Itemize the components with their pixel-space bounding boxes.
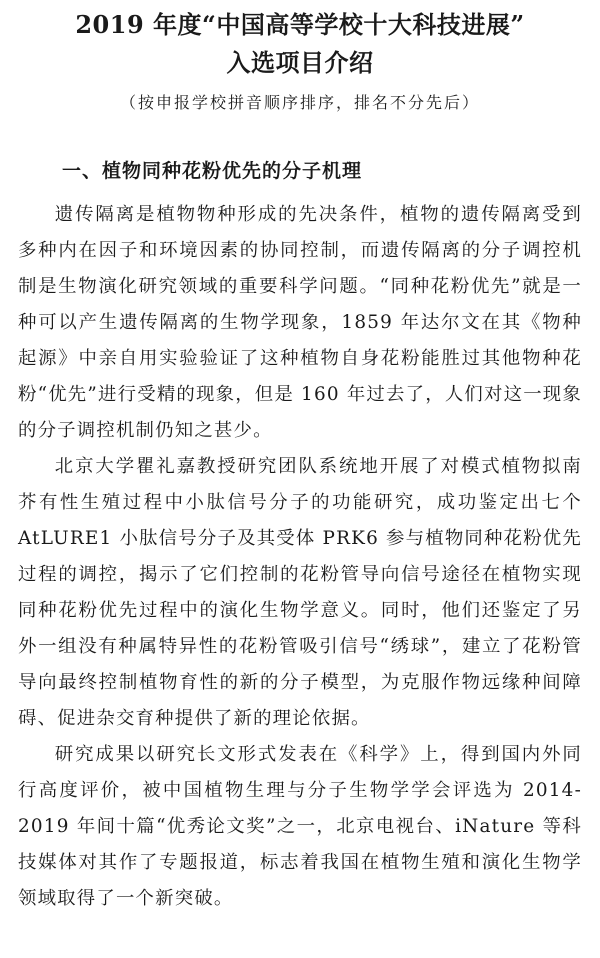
paragraph-impact: 研究成果以研究长文形式发表在《科学》上，得到国内外同行高度评价，被中国植物生理与分子生物学学会评选为 2014-2019 年间十篇“优秀论文奖”之一，北京电视台、iNature 等科技媒体对其作了专题报道，标志着我国在植物生殖和演化生物学领域取得了一个新突破。 [18,744,582,909]
document-title: 2019 年度“中国高等学校十大科技进展” [75,10,525,39]
document-title-second-line: 入选项目介绍 [226,48,374,77]
paragraph-research: 北京大学瞿礼嘉教授研究团队系统地开展了对模式植物拟南芥有性生殖过程中小肽信号分子的功能研究，成功鉴定出七个 AtLURE1 小肽信号分子及其受体 PRK6 参与植物同种花粉优先过程的调控，揭示了它们控制的花粉管导向信号途径在植物实现同种花粉优先过程中的演化生物学意义。同时，他们还鉴定了另外一组没有种属特异性的花粉管吸引信号“绣球”，建立了花粉管导向最终控制植物育性的新的分子模型，为克服作物远缘种间障碍、促进杂交育种提供了新的理论依据。 [18,456,582,729]
paragraph-background: 遗传隔离是植物物种形成的先决条件，植物的遗传隔离受到多种内在因子和环境因素的协同控制，而遗传隔离的分子调控机制是生物演化研究领域的重要科学问题。“同种花粉优先”就是一种可以产生遗传隔离的生物学现象，1859 年达尔文在其《物种起源》中亲自用实验验证了这种植物自身花粉能胜过其他物种花粉“优先”进行受精的现象，但是 160 年过去了，人们对这一现象的分子调控机制仍知之甚少。 [18,204,582,441]
section-heading: 一、植物同种花粉优先的分子机理 [62,160,363,182]
ordering-note: （按申报学校拼音顺序排序，排名不分先后） [119,93,480,112]
